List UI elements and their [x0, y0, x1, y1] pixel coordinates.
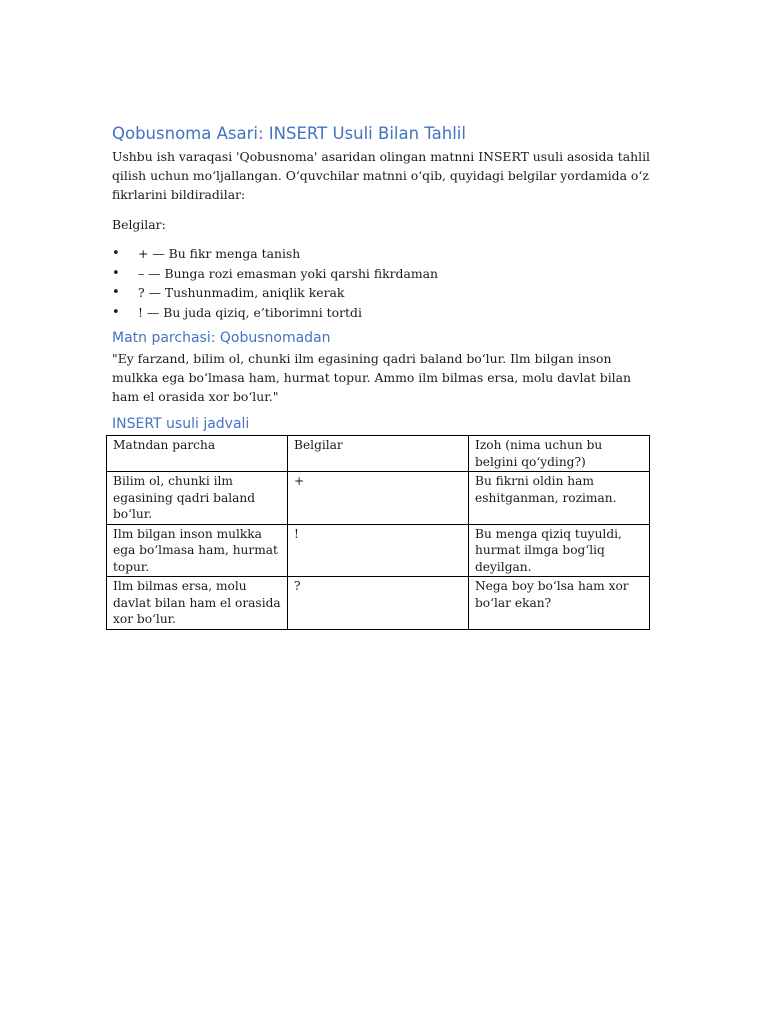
table-cell: !	[288, 524, 469, 577]
table-cell: +	[288, 472, 469, 525]
mark-text: – — Bunga rozi emasman yoki qarshi fikrdaman	[138, 265, 438, 281]
mark-text: ! — Bu juda qiziq, e’tiborimni tortdi	[138, 304, 362, 320]
mark-text: + — Bu fikr menga tanish	[138, 246, 301, 261]
table-cell: Bu menga qiziq tuyuldi, hurmat ilmga bog‘liq deyilgan.	[469, 524, 650, 577]
intro-paragraph: Ushbu ish varaqasi 'Qobusnoma' asaridan olingan matnni INSERT usuli asosida tahlil qilish uchun mo‘ljallangan. O‘quvchilar matnni o‘qib, quyidagi belgilar yordamida o‘z fikrlarini bildiradilar:	[112, 149, 650, 202]
list-item	[112, 283, 652, 303]
document-page	[112, 122, 652, 630]
table-cell: Ilm bilgan inson mulkka ega bo‘lmasa ham, hurmat topur.	[107, 524, 288, 577]
table-cell: Bilim ol, chunki ilm egasining qadri baland bo‘lur.	[107, 472, 288, 525]
document-title: Qobusnoma Asari: INSERT Usuli Bilan Tahlil	[112, 124, 466, 143]
table-row	[107, 524, 650, 577]
excerpt-heading: Matn parchasi: Qobusnomadan	[112, 330, 331, 346]
excerpt-paragraph: "Ey farzand, bilim ol, chunki ilm egasining qadri baland bo‘lur. Ilm bilgan inson mulkka ega bo‘lmasa ham, hurmat topur. Ammo ilm bilmas ersa, molu davlat bilan ham el orasida xor bo‘lur."	[112, 351, 631, 404]
table-heading: INSERT usuli jadvali	[112, 416, 250, 432]
mark-text: ? — Tushunmadim, aniqlik kerak	[138, 285, 345, 300]
table-header-cell: Matndan parcha	[107, 436, 288, 472]
table-row	[107, 577, 650, 630]
bullet-icon: •	[112, 246, 120, 261]
table-header-cell: Belgilar	[288, 436, 469, 472]
bullet-icon: •	[112, 304, 120, 320]
bullet-icon: •	[112, 265, 120, 281]
table-cell: Bu fikrni oldin ham eshitganman, roziman.	[469, 472, 650, 525]
table-header-cell: Izoh (nima uchun bu belgini qo‘yding?)	[469, 436, 650, 472]
list-item	[112, 244, 652, 264]
table-row	[107, 472, 650, 525]
bullet-icon: •	[112, 285, 120, 300]
table-cell: Nega boy bo‘lsa ham xor bo‘lar ekan?	[469, 577, 650, 630]
list-item	[112, 303, 652, 323]
insert-table	[106, 435, 650, 630]
marks-list	[112, 244, 652, 322]
list-item	[112, 264, 652, 284]
table-cell: Ilm bilmas ersa, molu davlat bilan ham el orasida xor bo‘lur.	[107, 577, 288, 630]
table-header-row	[107, 436, 650, 472]
table-cell: ?	[288, 577, 469, 630]
marks-label: Belgilar:	[112, 217, 166, 232]
